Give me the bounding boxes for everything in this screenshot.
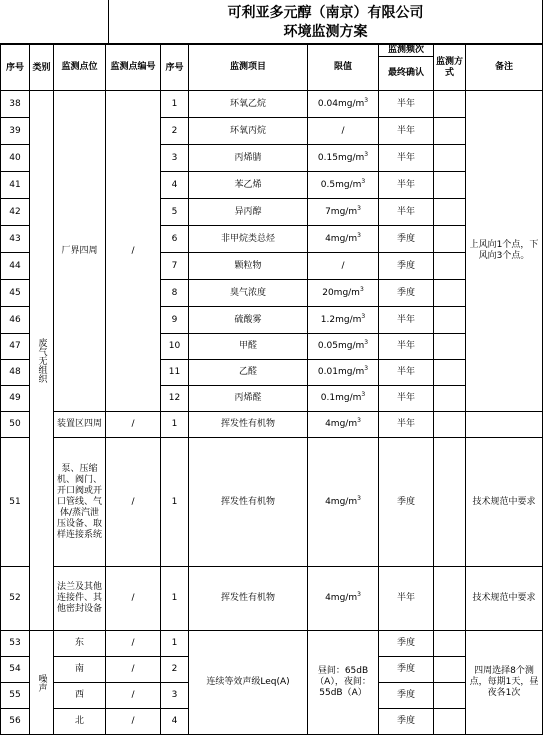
point-direction: 东 — [54, 631, 106, 657]
item-name: 挥发性有机物 — [189, 412, 308, 438]
item-seq: 3 — [161, 683, 189, 709]
item-name: 丙烯腈 — [189, 145, 308, 172]
row-seq: 43 — [1, 226, 30, 253]
row-seq: 52 — [1, 567, 30, 631]
remark-flanges: 技术规范中要求 — [466, 567, 543, 631]
frequency: 半年 — [379, 360, 434, 386]
item-seq: 1 — [161, 567, 189, 631]
frequency: 季度 — [379, 709, 434, 735]
method — [434, 657, 466, 683]
header-point-no: 监测点编号 — [106, 45, 161, 91]
frequency: 半年 — [379, 199, 434, 226]
frequency: 季度 — [379, 280, 434, 307]
frequency: 季度 — [379, 253, 434, 280]
method — [434, 360, 466, 386]
method — [434, 709, 466, 735]
item-seq: 3 — [161, 145, 189, 172]
limit-value: $0.01mg/m^3$ — [308, 360, 379, 386]
item-seq: 5 — [161, 199, 189, 226]
row-seq: 51 — [1, 438, 30, 567]
method — [434, 145, 466, 172]
frequency: 季度 — [379, 226, 434, 253]
item-name: 颗粒物 — [189, 253, 308, 280]
method — [434, 307, 466, 334]
item-seq: 4 — [161, 709, 189, 735]
item-name: 丙烯醛 — [189, 386, 308, 412]
item-name: 乙醛 — [189, 360, 308, 386]
frequency: 半年 — [379, 307, 434, 334]
row-seq: 44 — [1, 253, 30, 280]
row-seq: 48 — [1, 360, 30, 386]
plan-name: 环境监测方案 — [283, 24, 368, 40]
remark-pumps: 技术规范中要求 — [466, 438, 543, 567]
limit-value: $0.05mg/m^3$ — [308, 334, 379, 360]
method — [434, 280, 466, 307]
point-no: / — [106, 631, 161, 657]
row-seq: 54 — [1, 657, 30, 683]
row-seq: 41 — [1, 172, 30, 199]
item-seq: 4 — [161, 172, 189, 199]
item-name: 挥发性有机物 — [189, 438, 308, 567]
point-pumps: 泵、压缩机、阀门、开口阀或开口管线、气体/蒸汽泄压设备、取样连接系统 — [54, 438, 106, 567]
point-no: / — [106, 438, 161, 567]
frequency: 半年 — [379, 567, 434, 631]
header-item-seq: 序号 — [161, 45, 189, 91]
header-seq: 序号 — [1, 45, 30, 91]
document-title — [108, 0, 543, 44]
point-no: / — [106, 683, 161, 709]
item-name: 臭气浓度 — [189, 280, 308, 307]
frequency: 半年 — [379, 172, 434, 199]
limit-value: $1.2mg/m^3$ — [308, 307, 379, 334]
point-boundary: 厂界四周 — [54, 91, 106, 412]
row-seq: 50 — [1, 412, 30, 438]
method — [434, 172, 466, 199]
frequency: 半年 — [379, 91, 434, 118]
item-name: 挥发性有机物 — [189, 567, 308, 631]
method — [434, 253, 466, 280]
item-seq: 1 — [161, 631, 189, 657]
point-flanges: 法兰及其他连接件、其他密封设备 — [54, 567, 106, 631]
point-no: / — [106, 567, 161, 631]
method — [434, 91, 466, 118]
table-row — [1, 412, 543, 438]
row-seq: 38 — [1, 91, 30, 118]
row-seq: 42 — [1, 199, 30, 226]
frequency: 半年 — [379, 118, 434, 145]
row-seq: 45 — [1, 280, 30, 307]
company-name: 可利亚多元醇（南京）有限公司 — [227, 5, 424, 21]
item-seq: 6 — [161, 226, 189, 253]
item-name: 苯乙烯 — [189, 172, 308, 199]
limit-value: $7mg/m^3$ — [308, 199, 379, 226]
header-item: 监测项目 — [189, 45, 308, 91]
point-direction: 北 — [54, 709, 106, 735]
frequency: 半年 — [379, 334, 434, 360]
point-loading: 装置区四周 — [54, 412, 106, 438]
item-seq: 7 — [161, 253, 189, 280]
row-seq: 47 — [1, 334, 30, 360]
frequency: 季度 — [379, 438, 434, 567]
limit-value: $0.1mg/m^3$ — [308, 386, 379, 412]
header-remark: 备注 — [466, 45, 543, 91]
row-seq: 56 — [1, 709, 30, 735]
row-seq: 55 — [1, 683, 30, 709]
item-seq: 1 — [161, 91, 189, 118]
limit-value: / — [308, 118, 379, 145]
point-no: / — [106, 657, 161, 683]
method — [434, 631, 466, 657]
item-seq: 2 — [161, 118, 189, 145]
category-noise: 噪声 — [30, 631, 54, 735]
remark-boundary: 上风向1个点，下风向3个点。 — [466, 91, 543, 412]
frequency: 季度 — [379, 631, 434, 657]
point-direction: 南 — [54, 657, 106, 683]
row-seq: 39 — [1, 118, 30, 145]
item-seq: 2 — [161, 657, 189, 683]
noise-item: 连续等效声级Leq(A) — [189, 631, 308, 735]
method — [434, 226, 466, 253]
point-no-boundary: / — [106, 91, 161, 412]
header-point: 监测点位 — [54, 45, 106, 91]
method — [434, 412, 466, 438]
table-row — [1, 91, 543, 118]
monitoring-table — [0, 44, 543, 735]
item-name: 硫酸雾 — [189, 307, 308, 334]
limit-value: $0.15mg/m^3$ — [308, 145, 379, 172]
item-seq: 1 — [161, 412, 189, 438]
limit-value: $4mg/m^3$ — [308, 438, 379, 567]
method — [434, 438, 466, 567]
header-freq-group: 监测频次 — [379, 45, 434, 57]
item-seq: 10 — [161, 334, 189, 360]
row-seq: 53 — [1, 631, 30, 657]
row-seq: 49 — [1, 386, 30, 412]
table-row — [1, 567, 543, 631]
frequency: 半年 — [379, 412, 434, 438]
limit-value: $20mg/m^3$ — [308, 280, 379, 307]
point-direction: 西 — [54, 683, 106, 709]
header-row — [1, 45, 543, 57]
table-row — [1, 438, 543, 567]
frequency: 季度 — [379, 683, 434, 709]
item-seq: 12 — [161, 386, 189, 412]
remark — [466, 412, 543, 438]
method — [434, 567, 466, 631]
item-name: 非甲烷类总烃 — [189, 226, 308, 253]
row-seq: 46 — [1, 307, 30, 334]
method — [434, 683, 466, 709]
item-seq: 1 — [161, 438, 189, 567]
remark-noise: 四周选择8个测点，每期1天，昼夜各1次 — [466, 631, 543, 735]
title-left-blank — [0, 0, 108, 44]
header-limit: 限值 — [308, 45, 379, 91]
item-name: 环氧丙烷 — [189, 118, 308, 145]
header-method: 监测方式 — [434, 45, 466, 91]
point-no: / — [106, 412, 161, 438]
item-seq: 11 — [161, 360, 189, 386]
frequency: 半年 — [379, 145, 434, 172]
limit-value: $4mg/m^3$ — [308, 412, 379, 438]
limit-value: $0.04mg/m^3$ — [308, 91, 379, 118]
item-name: 环氧乙烷 — [189, 91, 308, 118]
row-seq: 40 — [1, 145, 30, 172]
table-row — [1, 631, 543, 657]
noise-limit: 昼间：65dB（A），夜间：55dB（A） — [308, 631, 379, 735]
category-gas: 废气无组织 — [30, 91, 54, 631]
item-seq: 9 — [161, 307, 189, 334]
limit-value: $0.5mg/m^3$ — [308, 172, 379, 199]
limit-value: $4mg/m^3$ — [308, 567, 379, 631]
method — [434, 118, 466, 145]
frequency: 季度 — [379, 657, 434, 683]
frequency: 半年 — [379, 386, 434, 412]
header-freq: 最终确认 — [379, 57, 434, 91]
limit-value: $4mg/m^3$ — [308, 226, 379, 253]
point-no: / — [106, 709, 161, 735]
item-name: 异丙醇 — [189, 199, 308, 226]
item-name: 甲醛 — [189, 334, 308, 360]
item-seq: 8 — [161, 280, 189, 307]
header-category: 类别 — [30, 45, 54, 91]
method — [434, 386, 466, 412]
limit-value: / — [308, 253, 379, 280]
method — [434, 199, 466, 226]
method — [434, 334, 466, 360]
